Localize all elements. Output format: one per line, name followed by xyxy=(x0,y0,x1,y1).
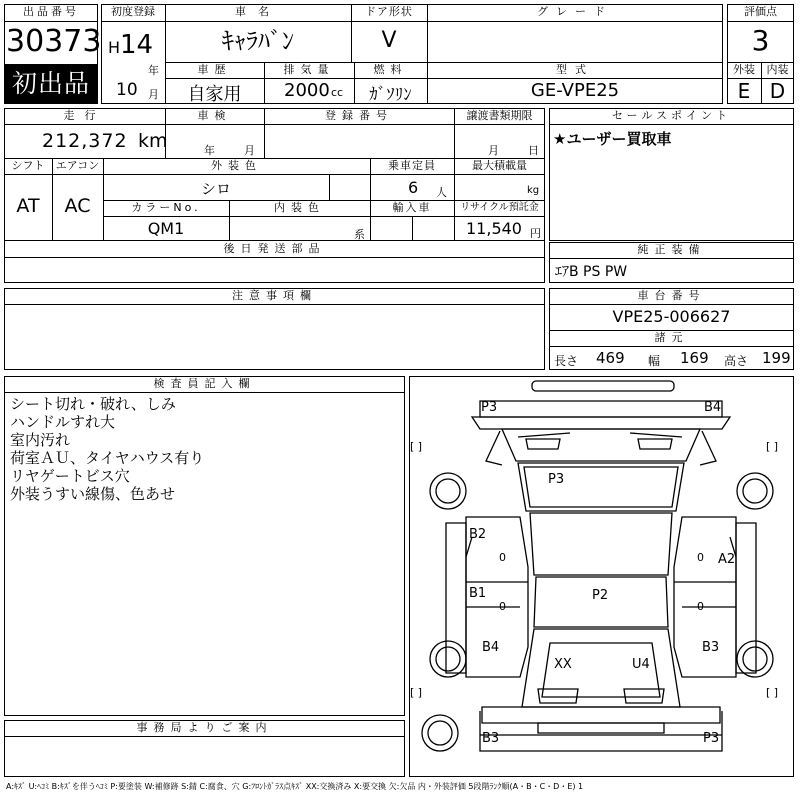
model-label: 型式 xyxy=(556,63,594,76)
color-no-value: QM1 xyxy=(147,219,185,238)
height-label: 高さ xyxy=(724,354,749,368)
bracket-mark: [ ] xyxy=(410,686,423,699)
inspector-line: 外装うすい線傷、色あせ xyxy=(10,485,176,503)
width-value: 169 xyxy=(680,349,709,367)
car-diagram xyxy=(409,376,794,777)
inspector-line: 荷室ＡＵ、タイヤハウス有り xyxy=(10,449,205,467)
color-label: 外装色 xyxy=(211,159,262,172)
inspector-line: シート切れ・破れ、しみ xyxy=(10,395,176,413)
displacement-label: 排気量 xyxy=(283,63,335,76)
notes-label: 注意事項欄 xyxy=(232,289,317,302)
lot-number: 30373 xyxy=(6,24,102,59)
damage-mark-roof: P3 xyxy=(548,472,565,487)
equip-text: ｴｱB PS PW xyxy=(555,264,628,280)
capacity-value: 6 xyxy=(408,178,419,197)
bracket-mark: [ ] xyxy=(410,440,423,453)
car-name: ｷｬﾗﾊﾞﾝ xyxy=(222,27,294,55)
reg-year: 14 xyxy=(120,30,154,60)
capacity-unit: 人 xyxy=(436,186,447,199)
spec-label: 諸元 xyxy=(654,331,689,344)
score-label: 評価点 xyxy=(744,5,777,18)
damage-mark-lr: B1 xyxy=(469,586,487,601)
damage-legend: A:ｷｽﾞ U:ﾍｺﾐ B:ｷｽﾞを伴うﾍｺﾐ P:要塗装 W:補修跡 S:錆 C:腐食、穴 G:ﾌﾛﾝﾄｶﾞﾗｽ点ｷｽﾞ XX:交換済み X:要交換 欠:欠品 内・外装評価 5段階ﾗﾝｸ順(A・B・C・D・E) 1 xyxy=(6,782,584,791)
int-color-label: 内装色 xyxy=(274,201,325,214)
exterior-grade-label: 外装 xyxy=(733,63,755,76)
damage-mark-tl: P3 xyxy=(481,400,498,415)
reg-month: 10 xyxy=(116,80,138,100)
height-value: 199 xyxy=(762,349,791,367)
damage-mark-xx: XX xyxy=(554,657,572,672)
score-value: 3 xyxy=(751,24,770,57)
car-name-label: 車名 xyxy=(235,5,281,18)
recycle-unit: 円 xyxy=(530,227,541,240)
zero-mark: 0 xyxy=(499,600,506,613)
damage-mark-lf: B2 xyxy=(469,527,487,542)
ac-label: エアコン xyxy=(55,159,100,172)
import-label: 輸入車 xyxy=(392,201,432,214)
color-no-label: カラーNo. xyxy=(131,201,201,214)
interior-grade-label: 内装 xyxy=(766,63,789,76)
transfer-label: 譲渡書類期限 xyxy=(466,109,533,122)
damage-mark-tr: B4 xyxy=(704,400,722,415)
mileage-label: 走行 xyxy=(63,109,106,122)
regno-label: 登録番号 xyxy=(325,109,393,122)
inspector-line: ハンドルすれ大 xyxy=(10,413,116,431)
load-unit: kg xyxy=(527,185,540,196)
capacity-label: 乗車定員 xyxy=(388,159,436,172)
fuel-value: ｶﾞｿﾘﾝ xyxy=(369,85,412,105)
zero-mark: 0 xyxy=(697,600,704,613)
history-value: 自家用 xyxy=(187,84,242,105)
grade-label: グレード xyxy=(537,5,613,18)
inspection-month-unit: 月 xyxy=(244,144,255,157)
chassis-value: VPE25-006627 xyxy=(612,307,731,326)
damage-mark-lb: B4 xyxy=(482,640,500,655)
damage-mark-bl: B3 xyxy=(482,731,500,746)
inspection-label: 車検 xyxy=(197,109,232,122)
recycle-label: リサイクル預託金 xyxy=(460,202,539,213)
sales-label: セールスポイント xyxy=(611,109,731,122)
sales-text: ★ユーザー買取車 xyxy=(553,130,672,148)
displacement-unit: cc xyxy=(331,86,344,99)
history-label: 車歴 xyxy=(197,63,232,76)
length-label: 長さ xyxy=(554,354,579,368)
inspector-label: 検査員記入欄 xyxy=(153,377,256,390)
color-value: シロ xyxy=(200,180,231,198)
first-listing-badge: 初出品 xyxy=(5,64,97,103)
width-label: 幅 xyxy=(648,354,661,368)
year-unit: 年 xyxy=(148,64,159,77)
shift-value: AT xyxy=(16,195,40,217)
load-label: 最大積載量 xyxy=(472,159,527,172)
length-value: 469 xyxy=(596,349,625,367)
era: H xyxy=(108,38,121,57)
mileage-unit: km xyxy=(138,130,168,152)
recycle-value: 11,540 xyxy=(466,219,522,238)
bracket-mark: [ ] xyxy=(766,440,779,453)
interior-grade: D xyxy=(769,79,786,103)
damage-mark-br: P3 xyxy=(703,731,720,746)
transfer-month-unit: 月 xyxy=(488,144,499,157)
damage-mark-rf: A2 xyxy=(718,552,736,567)
equip-label: 純正装備 xyxy=(637,243,706,256)
int-color-unit: 系 xyxy=(354,228,365,241)
zero-mark: 0 xyxy=(697,551,704,564)
lot-label: 出品番号 xyxy=(23,5,79,18)
model-value: GE-VPE25 xyxy=(530,80,620,101)
exterior-grade: E xyxy=(737,79,751,103)
later-parts-label: 後日発送部品 xyxy=(223,242,326,255)
damage-mark-u4: U4 xyxy=(632,657,650,672)
month-unit: 月 xyxy=(148,88,159,101)
ac-value: AC xyxy=(64,195,91,217)
damage-mark-rb: B3 xyxy=(702,640,720,655)
mileage-value: 212,372 xyxy=(42,130,128,152)
transfer-day-unit: 日 xyxy=(528,144,539,157)
door-label: ドア形状 xyxy=(365,5,413,18)
inspection-year-unit: 年 xyxy=(204,144,215,157)
displacement-value: 2000 xyxy=(284,80,330,101)
zero-mark: 0 xyxy=(499,551,506,564)
bracket-mark: [ ] xyxy=(766,686,779,699)
fuel-label: 燃料 xyxy=(373,63,408,76)
chassis-label: 車台番号 xyxy=(637,289,706,302)
inspector-line: 室内汚れ xyxy=(10,431,71,449)
inspector-line: リヤゲートビス穴 xyxy=(10,467,130,485)
door-value: V xyxy=(381,28,397,53)
damage-mark-center: P2 xyxy=(592,588,609,603)
car-diagram-svg xyxy=(410,377,793,776)
shift-label: シフト xyxy=(11,159,45,172)
office-label: 事務局よりご案内 xyxy=(136,721,273,734)
first-reg-label: 初度登録 xyxy=(111,5,155,18)
